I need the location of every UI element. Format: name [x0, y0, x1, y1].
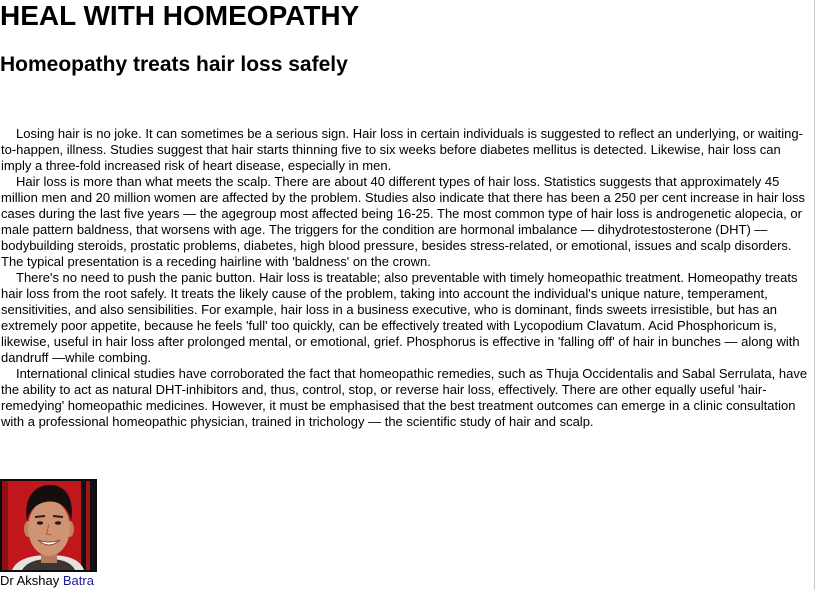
author-photo — [0, 479, 97, 572]
author-caption — [0, 573, 94, 589]
photo-left-band — [2, 481, 8, 570]
author-name: Dr Akshay — [0, 573, 60, 588]
article-body — [0, 126, 813, 430]
author-surname-link[interactable]: Batra — [62, 573, 94, 588]
photo-right-stripe — [86, 481, 90, 570]
page-title: HEAL WITH HOMEOPATHY — [0, 0, 360, 31]
author-portrait-photo — [0, 479, 97, 572]
article-paragraph: Losing hair is no joke. It can sometimes be a serious sign. Hair loss in certain individuals is suggested to reflect an underlying, or waiting-to-happen, illness. Studies suggest that hair starts thinning five to six weeks before diabetes mellitus is detected. Likewise, hair loss can imply a three-fold increased risk of heart disease, especially in men. — [1, 126, 803, 173]
article-paragraph: International clinical studies have corroborated the fact that homeopathic remedies, such as Thuja Occidentalis and Sabal Serrulata, have the ability to act as natural DHT-inhibitors and, thus, control, stop, or reverse hair loss, effectively. There are other equally useful 'hair-remedying' homeopathic medicines. However, it must be emphasised that the best treatment outcomes can emerge in a clinic consultation with a professional homeopathic physician, trained in trichology — the scientific study of hair and scalp. — [1, 366, 808, 429]
page-right-edge — [814, 0, 815, 590]
article-paragraph: Hair loss is more than what meets the scalp. There are about 40 different types of hair loss. Statistics suggests that approximately 45 million men and 20 million women are affected by the problem. Studies also indicate that there has been a 250 per cent increase in hair loss cases during the last five years — the agegroup most affected being 16-25. The most common type of hair loss is androgenetic alopecia, or male pattern baldness, that worsens with age. The triggers for the condition are hormonal imbalance — dihydrotestosterone (DHT) — bodybuilding steroids, prostatic problems, diabetes, high blood pressure, besides stress-related, or emotional, issues and scalp disorders. The typical presentation is a receding hairline with 'baldness' on the crown. — [1, 174, 806, 269]
article-paragraph: There's no need to push the panic button. Hair loss is treatable; also preventable with timely homeopathic treatment. Homeopathy treats hair loss from the root safely. It treats the likely cause of the problem, taking into account the individual's unique nature, temperament, sensitivities, and also sensibilities. For example, hair loss in a business executive, who is dominant, finds sweets irresistible, but has an extremely poor appetite, because he feels 'full' too quickly, can be effectively treated with Lycopodium Clavatum. Acid Phosphoricum is, likewise, useful in hair loss after prolonged mental, or emotional, grief. Phosphorus is effective in 'falling off' of hair in bunches — along with dandruff —while combing. — [1, 270, 800, 365]
article-subtitle: Homeopathy treats hair loss safely — [0, 53, 348, 76]
portrait-face — [28, 500, 70, 556]
